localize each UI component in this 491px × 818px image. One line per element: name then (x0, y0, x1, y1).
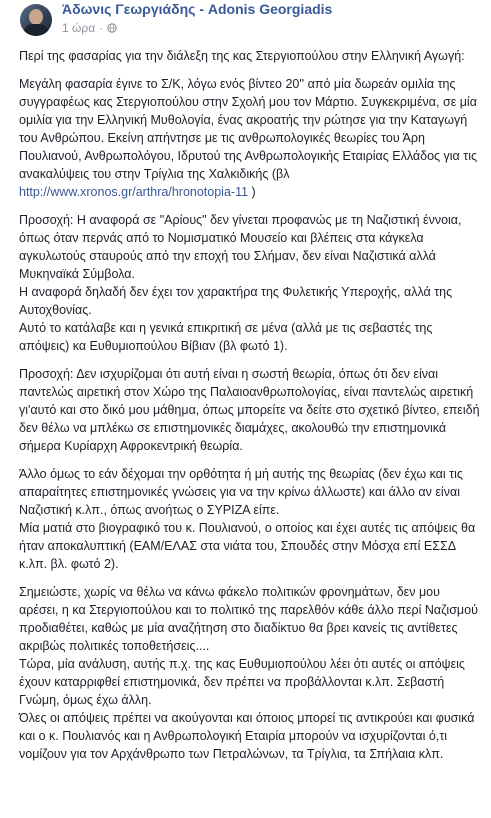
avatar[interactable] (20, 4, 52, 36)
post-paragraph (19, 211, 481, 283)
paragraph-text: Η αναφορά δηλαδή δεν έχει τον χαρακτήρα της Φυλετικής Υπεροχής, αλλά της Αυτοχθονίας. (19, 285, 453, 317)
paragraph-text: Τώρα, μία ανάλυση, αυτής π.χ. της κας Ευθυμιοπούλου λέει ότι αυτές οι απόψεις έχουν καταρριφθεί επιστημονικά, δεν πρέπει να προβάλλονται κ.λπ. Σεβαστή Γνώμη, όμως έχω άλλη. (19, 657, 465, 707)
paragraph-text: Προσοχή: Η αναφορά σε "Αρίους" δεν γίνεται προφανώς με τη Ναζιστική έννοια, όπως όταν περνάς από το Νομισματικό Μουσείο και βλέπεις στα κάγκελα αγκυλωτούς σταυρούς από την εποχή του Σλήμαν, δεν είναι Ναζιστικά αλλά Μυκηναϊκά Σύμβολα. (19, 213, 462, 281)
post-paragraph (19, 655, 481, 709)
post-paragraph (19, 465, 481, 519)
post-timestamp[interactable]: 1 ώρα (62, 21, 96, 35)
post-paragraph (19, 365, 481, 455)
post-paragraph (19, 47, 481, 65)
paragraph-text: Άλλο όμως το εάν δέχομαι την ορθότητα ή μή αυτής της θεωρίας (δεν έχω και τις απαραίτητες επιστημονικές γνώσεις για να την κρίνω άλλωστε) και άλλο αν είναι Ναζιστική κ.λπ., όπως ανοήτως ο ΣΥΡΙΖΑ είπε. (19, 467, 463, 517)
post-paragraph (19, 709, 481, 763)
globe-icon (107, 23, 117, 33)
paragraph-text: Περί της φασαρίας για την διάλεξη της κας Στεργιοπούλου στην Ελληνική Αγωγή: (19, 49, 465, 63)
post-paragraph (19, 75, 481, 201)
source-link[interactable]: http://www.xronos.gr/arthra/hronotopia-11 (19, 185, 249, 199)
post-meta: 1 ώρα · (62, 21, 117, 35)
paragraph-text: Μεγάλη φασαρία έγινε το Σ/Κ, λόγω ενός βίντεο 20'' από μία δωρεάν ομιλία της συγγραφέως κας Στεργιοπούλου στην Σχολή μου τον Μάρτιο. Συγκεκριμένα, σε μία ομιλία για την Ελληνική Μυθολογία, ένας ακροατής την ρώτησε για την Καταγωγή του Ανθρώπου. Εκείνη απήντησε με τις ανθρωπολογικές θεωρίες του Άρη Πουλιανού, Ανθρωπολόγου, Ιδρυτού της Ανθρωπολογικής Εταιρίας Ελλάδος για τις ανακαλύψεις του στην Τρίγλια της Χαλκιδικής (βλ (19, 77, 477, 181)
paragraph-text: Όλες οι απόψεις πρέπει να ακούγονται και όποιος μπορεί τις αντικρούει και φυσικά και ο κ. Πουλιανός και η Ανθρωπολογική Εταιρία μπορούν να ισχυρίζονται ό,τι νομίζουν για τον Αρχάνθρωπο των Πετραλώνων, τα Τρίγλια, τα Σπήλαια κλπ. (19, 711, 475, 761)
paragraph-text: ) (248, 185, 256, 199)
post-paragraph (19, 519, 481, 573)
post-header (12, 0, 479, 44)
paragraph-text: Αυτό το κατάλαβε και η γενικά επικριτική σε μένα (αλλά με τις σεβαστές της απόψεις) κα Ευθυμιοπούλου Βίβιαν (βλ φωτό 1). (19, 321, 433, 353)
post-paragraph (19, 319, 481, 355)
post-paragraph (19, 583, 481, 655)
author-name[interactable]: Άδωνις Γεωργιάδης - Adonis Georgiadis (62, 1, 333, 17)
paragraph-text: Προσοχή: Δεν ισχυρίζομαι ότι αυτή είναι η σωστή θεωρία, όπως ότι δεν είναι παντελώς αιρετική στον Χώρο της Παλαιοανθρωπολογίας, είναι παντελώς αιρετική γι'αυτό και στο δικό μου μάθημα, όπως μπορείτε να δείτε στο σχετικό βίντεο, επειδή δεν θέλω να μπλέκω σε επιστημονικές διαμάχες, ακολουθώ την επιστημονικά σήμερα Κυρίαρχη Αφροκεντρική θεωρία. (19, 367, 480, 453)
paragraph-text: Μία ματιά στο βιογραφικό του κ. Πουλιανού, ο οποίος και έχει αυτές τις απόψεις θα ήταν αποκαλυπτική (ΕΑΜ/ΕΛΑΣ στα νιάτα του, Σπουδές στην Μόσχα επί ΕΣΣΔ κ.λπ. βλ. φωτό 2). (19, 521, 476, 571)
post-paragraph (19, 283, 481, 319)
post-body (19, 47, 481, 763)
paragraph-text: Σημειώστε, χωρίς να θέλω να κάνω φάκελο πολιτικών φρονημάτων, δεν μου αρέσει, η κα Στεργιοπούλου και το πολιτικό της παρελθόν κάθε άλλο περί Ναζισμού προδιαθέτει, καθώς με μία αναζήτηση στο διαδίκτυο θα βρει κανείς τις αντίθετες ακριβώς πολιτικές τοποθετήσεις.... (19, 585, 478, 653)
